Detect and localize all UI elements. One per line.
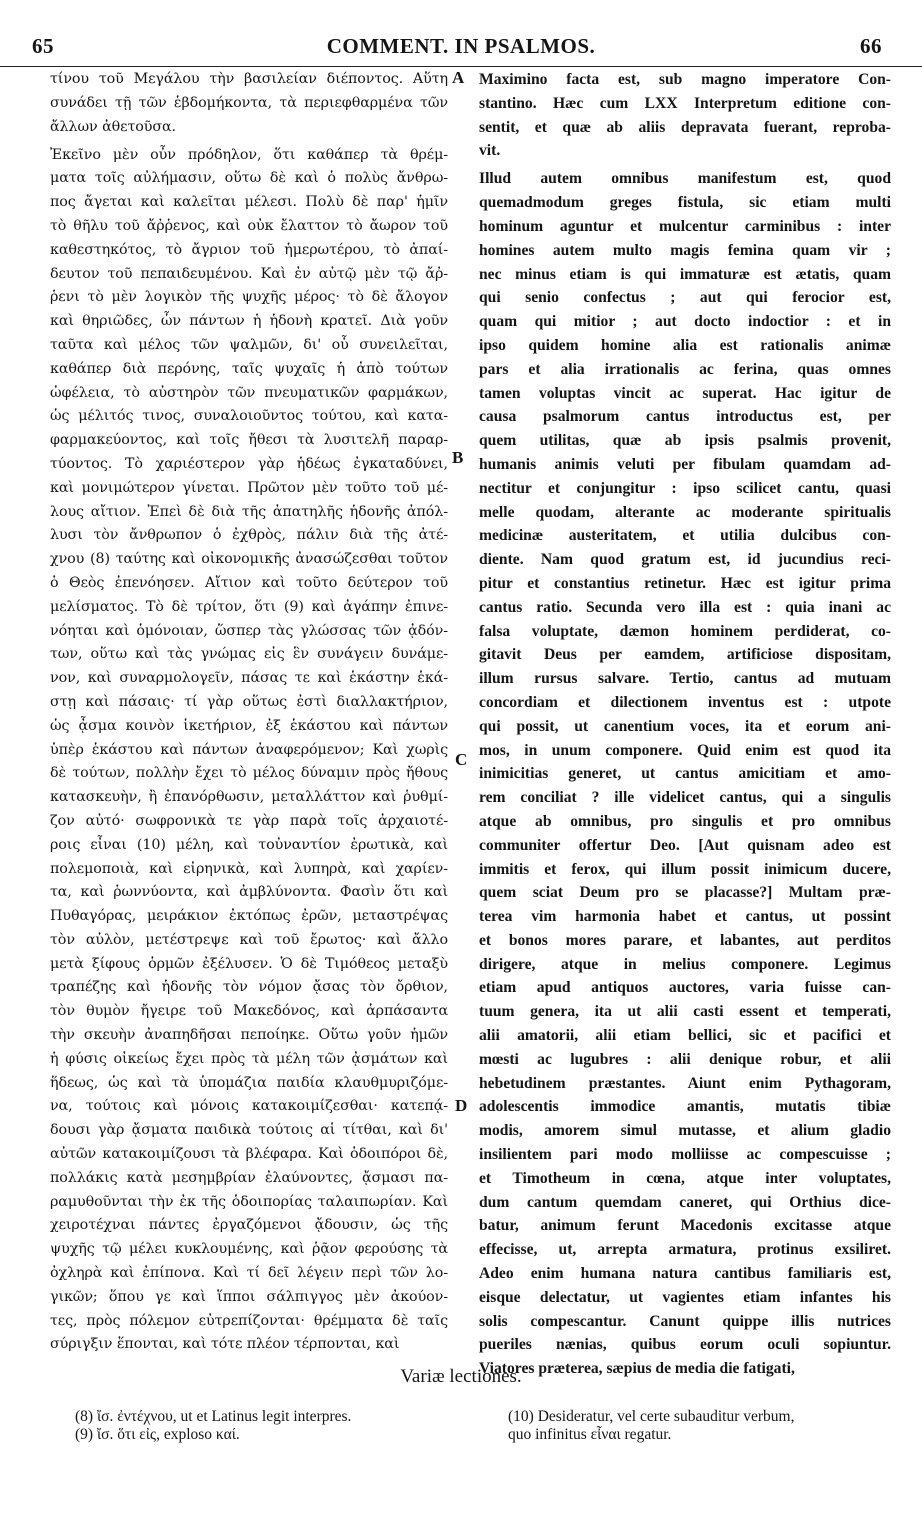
- margin-mark-c: C: [455, 750, 468, 769]
- greek-line: πος ἄγεται καὶ καλεῖται μέλεσι. Πολὺ δὲ παρ' ἡμῖν: [50, 194, 448, 211]
- latin-line: immitis et ferox, qui illum possit inimicum ducere,: [479, 860, 891, 878]
- greek-line: τὸν θυμὸν ἤγειρε τοῦ Μακεδόνος, καὶ ἁρπάσαντα: [50, 1003, 448, 1020]
- latin-line: et bonos mores parare, et labantes, aut perditos: [479, 931, 891, 949]
- greek-line: λους αἴτιον. Ἐπεὶ δὲ διὰ τῆς ἀπατηλῆς ἡδονῆς ἀπόλ-: [50, 503, 448, 520]
- page-number-right: 66: [860, 34, 882, 58]
- greek-line: ψυχῆς τῷ μέλει κυκλουμένης, καὶ ῥᾷον φερούσης τὰ: [50, 1241, 448, 1258]
- latin-line: rem conciliat ? ille videlicet cantus, qui a singulis: [479, 789, 891, 807]
- greek-line: τίνου τοῦ Μεγάλου τὴν βασιλείαν διέποντος. Αὕτη: [50, 71, 448, 87]
- footnote-9: (9) ἴσ. ὅτι εἰς, exploso καί.: [75, 1426, 240, 1443]
- latin-line: causa psalmorum cantus introductus est, per: [479, 408, 891, 426]
- margin-mark-b: B: [452, 448, 464, 467]
- greek-line: ὁ Θεὸς ἐπενόησεν. Αἴτιον καὶ τοῦτο δεύτερον τοῦ: [50, 574, 448, 591]
- latin-line: Illud autem omnibus manifestum est, quod: [479, 170, 891, 188]
- footnote-10-line-1: (10) Desideratur, vel certe subauditur verbum,: [508, 1408, 795, 1425]
- greek-line: Πυθαγόρας, μειράκιον ἐκτόπως ἐρῶν, μεταστρέψας: [50, 908, 448, 925]
- latin-line: nectitur et conjungitur : ipso scilicet cantu, quasi: [479, 479, 891, 497]
- greek-line: νον, καὶ συναρμολογεῖν, πάσας τε καὶ ἑκάστην ἑκά-: [50, 670, 448, 687]
- latin-line: sentit, et quæ ab aliis depravata fuerant, reproba-: [479, 118, 891, 136]
- latin-line: quam qui mitior ; aut docto indoctior : et in: [479, 313, 891, 331]
- greek-line: καὶ θηριῶδες, ὧν πάντων ἡ ἡδονὴ κρατεῖ. Διὰ γοῦν: [50, 313, 448, 330]
- latin-line: pitur et constantius retinetur. Hæc est igitur prima: [479, 574, 891, 592]
- page-number-left: 65: [32, 34, 54, 58]
- greek-line: ὠφέλεια, τὸ αὐστηρὸν τῶν πνευματικῶν φαρμάκων,: [50, 384, 448, 401]
- latin-line: humanis animis veluti per fibulam quamdam ad-: [479, 455, 891, 473]
- latin-line: quemadmodum greges fistula, sic etiam multi: [479, 194, 891, 212]
- latin-line: hebetudinem præstantes. Aiunt enim Pythagoram,: [479, 1074, 891, 1092]
- latin-line: Maximino facta est, sub magno imperatore Con-: [479, 71, 891, 88]
- greek-line: συνάδει τῇ τῶν ἑβδομήκοντα, τὰ περιεφθαρμένα τῶν: [50, 94, 448, 111]
- latin-line: falsa voluptate, dæmon hominem perdiderat, co-: [479, 622, 891, 640]
- latin-line: communiter offertur Deo. [Aut quisnam adeo est: [479, 836, 891, 854]
- latin-line: illum rursus salvare. Tertio, cantus ad mutuam: [479, 670, 891, 688]
- greek-line: ζον αὐτό· σωφρονικὰ τε γὰρ παρὰ τοῖς ἀρχαιοτέ-: [50, 812, 448, 829]
- greek-line: ὑπὲρ ἑκάστου καὶ πάντων ἀναφερόμενον; Καὶ χωρὶς: [50, 741, 448, 758]
- latin-line: atque ab omnibus, pro singulis et pro omnibus: [479, 812, 891, 830]
- greek-line: φαρμακεύοντος, καὶ τοῖς ἤθεσι τὰ λυσιτελῆ παραρ-: [50, 432, 448, 449]
- latin-line: dum cantum quemdam caneret, qui Orthius dice-: [479, 1193, 891, 1211]
- latin-line: quem utilitas, quæ ab ipsis psalmis provenit,: [479, 432, 891, 450]
- latin-line: terea vim harmonia habet et cantus, ut possint: [479, 908, 891, 926]
- latin-line: nec minus etiam is qui immaturæ est ætatis, quam: [479, 265, 891, 283]
- latin-line: hominum aguntur et mulcentur carminibus : inter: [479, 217, 891, 235]
- latin-line: insilientem pari modo molliisse ac compescuisse ;: [479, 1146, 891, 1164]
- greek-line: Ἐκεῖνο μὲν οὖν πρόδηλον, ὅτι καθάπερ τὰ θρέμ-: [50, 146, 448, 163]
- greek-line: ματα τοῖς αὐλήμασιν, οὕτω δὲ καὶ ὁ πολὺς ἄνθρω-: [50, 170, 448, 187]
- greek-line: να, τούτοις καὶ μόνοις κατακοιμίζεσθαι· κατεπᾴ-: [50, 1098, 448, 1115]
- latin-line: cantus ratio. Secunda vero illa est : quia inani ac: [479, 598, 891, 616]
- greek-line: πολλάκις κατὰ μεσημβρίαν ἐλαύνοντες, ᾄσμασι πα-: [50, 1169, 448, 1186]
- latin-line: pars et alia irrationalis ac ferina, quas omnes: [479, 360, 891, 378]
- greek-line: τες, πρὸς πόλεμον εὐτρεπίζονται· θρέμματα δὲ ταῖς: [50, 1312, 448, 1329]
- greek-line: ὡς μέλιτός τινος, συναλοιοῦντος τούτου, καὶ κατα-: [50, 408, 448, 425]
- latin-line: et Timotheum in cœna, atque inter voluptates,: [479, 1169, 891, 1187]
- greek-line: καὶ μονιμώτερον γίνεται. Πρῶτον μὲν τοῦτο τοῦ μέ-: [50, 479, 448, 496]
- latin-line: batur, animum ferunt Macedonis excitasse atque: [479, 1217, 891, 1235]
- latin-line: diente. Nam quod gratum est, id jucundius reci-: [479, 551, 891, 569]
- latin-line: tamen voluptas vincit ac superat. Hac igitur de: [479, 384, 891, 402]
- margin-mark-d: D: [455, 1096, 468, 1115]
- greek-line: ἄλλων ἀθετοῦσα.: [50, 118, 177, 135]
- variae-lectiones-heading: Variæ lectiones.: [400, 1366, 522, 1387]
- latin-line: alii amatorii, alii etiam bellici, sic et pacifici et: [479, 1027, 891, 1045]
- greek-line: μετὰ ξίφους ὁρμῶν ἐξέλυσεν. Ὁ δὲ Τιμόθεος μεταξὺ: [50, 955, 448, 972]
- greek-line: γικῶν; ὅπου γε καὶ ἵπποι σάλπιγγος μὲν ἀκούον-: [50, 1288, 448, 1305]
- greek-line: λυσι τὸν ἄνθρωπον ὁ ἐχθρὸς, πάλιν διὰ τῆς ἀτέ-: [50, 527, 448, 544]
- greek-line: σύριγξιν ἕπονται, καὶ τότε πλέον τέρπονται, καὶ: [50, 1336, 400, 1353]
- greek-line: τα, καὶ ῥωννύοντα, καὶ ἀμβλύνοντα. Φασὶν ὅτι καὶ: [50, 884, 448, 901]
- greek-line: τύοντος. Τὸ χαριέστερον γὰρ ἡδέως ἐγκαταδύνει,: [50, 455, 448, 472]
- greek-line: δὲ τούτων, πολλὴν ἔχει τὸ μέλος δύναμιν πρὸς ἤθους: [50, 765, 448, 782]
- greek-line: ὀχληρὰ καὶ ἐπίπονα. Καὶ τί δεῖ λέγειν περὶ τῶν λο-: [50, 1265, 448, 1282]
- greek-line: τὴν σκευὴν ἀναπηδῆσαι πεποίηκε. Οὕτω γοῦν ἡμῶν: [50, 1027, 448, 1044]
- footnotes-right: [508, 1408, 898, 1444]
- greek-line: χνου (8) ταύτης καὶ οἰκονομικῆς ἀνασώζεσθαι τοῦτον: [50, 551, 448, 568]
- running-title: COMMENT. IN PSALMOS.: [326, 34, 596, 58]
- latin-line: solis compescantur. Canunt quippe illis nutrices: [479, 1312, 891, 1330]
- greek-line: δουσι γὰρ ᾄσματα παιδικὰ τούτοις αἱ τίτθαι, καὶ δι': [50, 1122, 448, 1139]
- greek-line: καθεστηκότος, τὸ ἄγριον τοῦ ἡμερωτέρου, τὸ ἀπαί-: [50, 241, 448, 258]
- latin-line: stantino. Hæc cum LXX Interpretum editione con-: [479, 94, 891, 112]
- footnotes-left: [75, 1408, 455, 1444]
- greek-line: δευτον τοῦ πεπαιδευμένου. Καὶ ἐν αὐτῷ μὲν τῷ ἄῤ-: [50, 265, 448, 282]
- greek-line: ὡς ᾆσμα κοινὸν ἱκετήριον, ἐξ ἑκάστου καὶ πάντων: [50, 717, 448, 734]
- latin-column: [479, 68, 891, 1381]
- latin-line: Viatores præterea, sæpius de media die fatigati,: [479, 1360, 795, 1378]
- greek-line: μελίσματος. Τὸ δὲ τρίτον, ὅτι (9) καὶ ἀγάπην ἐπινε-: [50, 598, 448, 615]
- greek-line: ἡ φύσις οἰκείως ἔχει πρὸς τὰ μέλη τῶν ᾀσμάτων καὶ: [50, 1050, 448, 1067]
- page-header: [0, 32, 922, 67]
- greek-column: [50, 68, 448, 1357]
- latin-line: tuum genera, ita ut alii casti essent et temperati,: [479, 1003, 891, 1021]
- greek-line: των, οὕτω καὶ τὰς γνώμας εἰς ἓν συνάγειν δυνάμε-: [50, 646, 448, 663]
- latin-line: gitavit Deus per eamdem, artificiose dispositam,: [479, 646, 891, 664]
- latin-line: etiam apud antiquos auctores, varia fuisse can-: [479, 979, 891, 997]
- latin-line: melle quodam, alterante ac moderante spiritualis: [479, 503, 891, 521]
- latin-line: mos, in unum componere. Quid enim est quod ita: [479, 741, 891, 759]
- greek-line: ἥδεως, ὡς καὶ τὰ ὑπομάζια παιδία κλαυθμυριζόμε-: [50, 1074, 448, 1091]
- greek-line: στῃ καὶ πάσαις· τί γὰρ οὕτως ἐστὶ διαλλακτήριον,: [50, 693, 448, 710]
- greek-line: τὸ θῆλυ τοῦ ἄῤῥενος, καὶ οὐκ ἔλαττον τὸ ἄωρον τοῦ: [50, 217, 448, 234]
- greek-line: χειροτέχναι πάντες ἐργαζόμενοι ᾄδουσιν, ὡς τῆς: [50, 1217, 448, 1234]
- greek-line: ροις εἶναι (10) μέλη, καὶ τοὐναντίον ἐρωτικὰ, καὶ: [50, 836, 448, 853]
- latin-line: qui possit, ut canentium voces, ita et eorum ani-: [479, 717, 891, 735]
- latin-line: concordiam et dilectionem inventus est : utpote: [479, 693, 891, 711]
- greek-line: πολεμοποιὰ, καὶ εἰρηνικὰ, καὶ λυπηρὰ, καὶ χαρίεν-: [50, 860, 448, 877]
- latin-line: effecisse, ut, arrepta armatura, protinus exsiliret.: [479, 1241, 891, 1259]
- latin-line: adolescentis immodice amantis, mutatis tibiæ: [479, 1098, 891, 1116]
- greek-line: ταῦτα καὶ μέλος τῶν ψαλμῶν, δι' οὗ συνειλεῖται,: [50, 336, 448, 353]
- greek-line: ραμυθοῦνται τὴν ἐκ τῆς ὁδοιπορίας ταλαιπωρίαν. Καὶ: [50, 1193, 448, 1210]
- latin-line: medicinæ austeritatem, et utilia dulcibus con-: [479, 527, 891, 545]
- latin-line: Adeo enim humana natura cantibus familiaris est,: [479, 1265, 891, 1283]
- greek-line: αὐτῶν κατακοιμίζουσι τὰ βλέφαρα. Καὶ ὁδοιπόροι δὲ,: [50, 1146, 448, 1163]
- latin-line: ipso quidem homine alia est rationalis animæ: [479, 336, 891, 354]
- greek-line: τὸν αὐλὸν, μετέστρεψε καὶ τοῦ ἔρωτος· καὶ ἄλλο: [50, 931, 448, 948]
- latin-line: dirigere, atque in melius componere. Legimus: [479, 955, 891, 973]
- greek-line: κατασκευὴν, ἢ ἐπανόρθωσιν, μεταλλάττον καὶ ῥυθμί-: [50, 789, 448, 806]
- latin-line: quem sciat Deum pro se placasse?] Multam præ-: [479, 884, 891, 902]
- footnote-10-line-2: quo infinitus εἶναι regatur.: [508, 1426, 672, 1443]
- greek-line: νόηται καὶ ὁμόνοιαν, ὥσπερ τὰς γλώσσας τῶν ᾀδόν-: [50, 622, 448, 639]
- latin-line: eisque delectatur, ut vagientes etiam infantes his: [479, 1288, 891, 1306]
- margin-mark-a: A: [452, 68, 465, 87]
- greek-line: καθάπερ διὰ περόνης, ταῖς ψυχαῖς ἡ ἀπὸ τούτων: [50, 360, 448, 377]
- latin-line: qui senio confectus ; aut qui ferocior est,: [479, 289, 891, 307]
- latin-line: pueriles nænias, quibus eorum oculi sopiuntur.: [479, 1336, 891, 1354]
- greek-line: ῥενι τὸ μὲν λογικὸν τῆς ψυχῆς μέρος· τὸ δὲ ἄλογον: [50, 289, 448, 306]
- latin-line: modis, amorem simul mutasse, et alium gladio: [479, 1122, 891, 1140]
- latin-line: homines autem multo magis femina quam vir ;: [479, 241, 891, 259]
- latin-line: mœsti ac lugubres : alii denique robur, et alii: [479, 1050, 891, 1068]
- latin-line: inimicitias generet, ut cantus amicitiam et amo-: [479, 765, 891, 783]
- greek-line: τραπέζης καὶ ἡδονῆς τὸν νόμον ᾄσας τὸν ὄρθιον,: [50, 979, 448, 996]
- footnote-8: (8) ἴσ. ἐντέχνου, ut et Latinus legit interpres.: [75, 1408, 352, 1425]
- latin-line: vit.: [479, 142, 501, 160]
